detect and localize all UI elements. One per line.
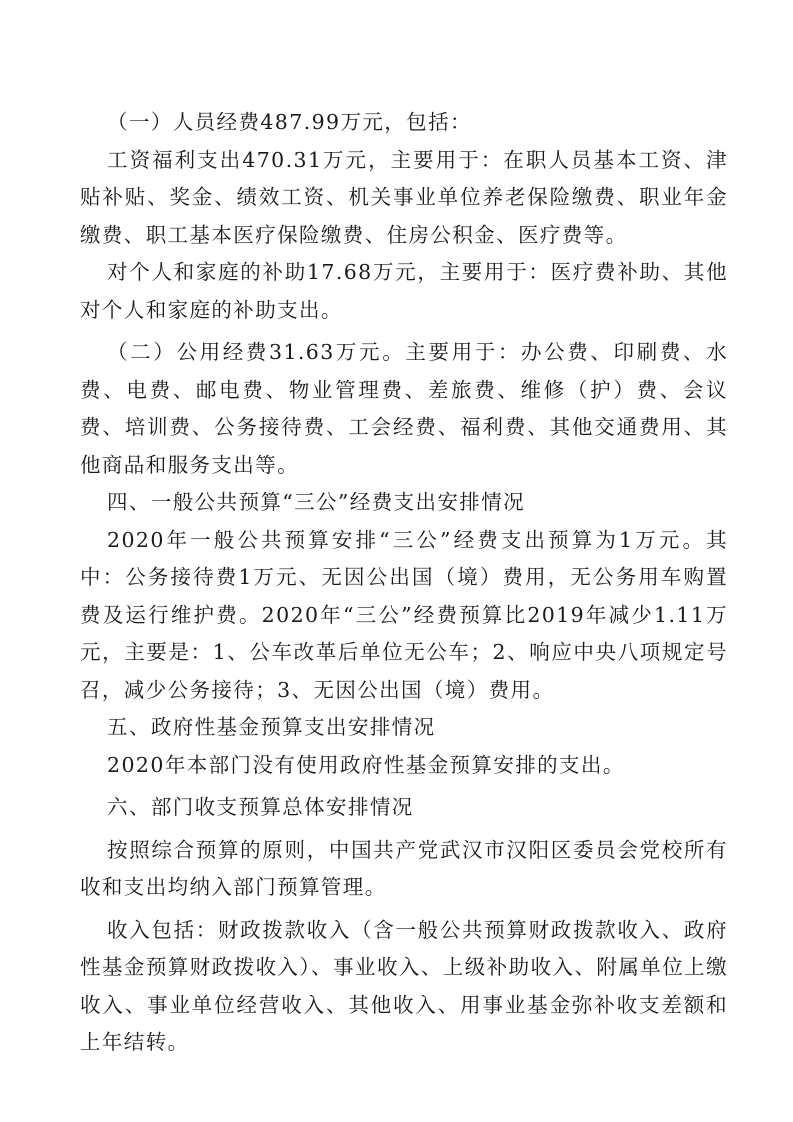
section-6-heading: 六、部门收支预算总体安排情况: [107, 795, 414, 819]
overall-arrangement-paragraph: 按照综合预算的原则，中国共产党武汉市汉阳区委员会党校所有收和支出均纳入部门预算管理。: [80, 837, 728, 899]
welfare-expenditure-paragraph: 工资福利支出470.31万元，主要用于：在职人员基本工资、津贴补贴、奖金、绩效工资、机关事业单位养老保险缴费、职业年金缴费、职工基本医疗保险缴费、住房公积金、医疗费等。: [80, 147, 728, 247]
public-expenses-paragraph: （二）公用经费31.63万元。主要用于：办公费、印刷费、水费、电费、邮电费、物业管理费、差旅费、维修（护）费、会议费、培训费、公务接待费、工会经费、福利费、其他交通费用、其他商品和服务支出等。: [80, 340, 728, 477]
income-paragraph: 收入包括：财政拨款收入（含一般公共预算财政拨款收入、政府性基金预算财政拨收入）、事业收入、上级补助收入、附属单位上缴收入、事业单位经营收入、其他收入、用事业基金弥补收支差额和上年结转。: [80, 917, 728, 1054]
personnel-expenses-heading: （一）人员经费487.99万元，包括：: [107, 110, 472, 134]
three-public-expenses-paragraph: 2020年一般公共预算安排“三公”经费支出预算为1万元。其中：公务接待费1万元、无因公出国（境）费用，无公务用车购置费及运行维护费。2020年“三公”经费预算比2019年减少1.11万元，主要是：1、公车改革后单位无公车；2、响应中央八项规定号召，减少公务接待；3、无因公出国（境）费用。: [80, 527, 728, 702]
government-fund-paragraph: 2020年本部门没有使用政府性基金预算安排的支出。: [107, 752, 625, 777]
section-5-heading: 五、政府性基金预算支出安排情况: [107, 715, 436, 739]
section-4-heading: 四、一般公共预算“三公”经费支出安排情况: [107, 490, 526, 514]
household-subsidy-paragraph: 对个人和家庭的补助17.68万元，主要用于：医疗费补助、其他对个人和家庭的补助支出。: [80, 260, 728, 322]
document-page: [80, 104, 728, 1062]
